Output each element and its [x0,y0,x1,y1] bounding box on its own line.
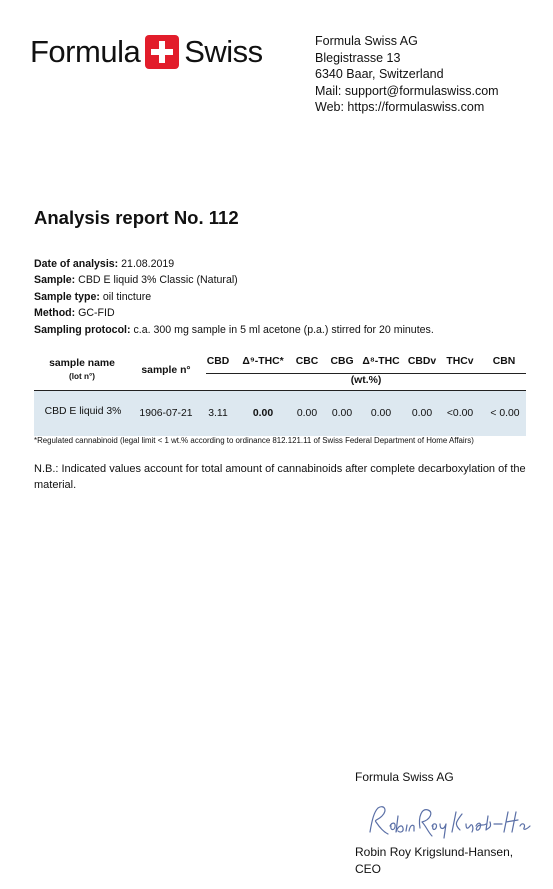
field-method [34,305,434,321]
field-sample [34,272,434,288]
col-header-sample-name: sample name [49,358,115,369]
decarboxylation-note: N.B.: Indicated values account for total amount of cannabinoids after complete decarboxylation of the material. [34,463,526,492]
cell-d9-thc: 0.00 [252,408,274,419]
col-header-d9-thc: Δ⁹-THC* [242,356,284,367]
cell-thcv: <0.00 [446,408,474,419]
company-logo [30,33,263,71]
col-header-cbdv: CBDv [407,356,437,367]
header-rule [206,373,526,374]
cell-cbc: 0.00 [296,408,318,419]
address-city: 6340 Baar, Switzerland [315,67,444,82]
field-value: 21.08.2019 [121,258,175,270]
field-date [34,256,434,272]
field-label: Method: [34,307,76,320]
cell-cbg: 0.00 [331,408,353,419]
col-header-thcv: THCv [446,356,474,367]
unit-label: (wt.%) [350,375,382,386]
field-label: Date of analysis: [34,258,119,270]
field-sample-type [34,289,434,305]
signer-block [355,844,513,877]
report-details [34,256,434,338]
cell-cbdv: 0.00 [411,408,433,419]
results-table [34,354,526,436]
cell-sample-name: CBD E liquid 3% [44,406,122,417]
col-header-cbn: CBN [492,356,516,367]
address-street: Blegistrasse 13 [315,50,401,65]
report-title: Analysis report No. 112 [34,207,239,228]
logo-word-right: Swiss [184,34,263,69]
col-header-lot: (lot n°) [68,372,95,381]
field-value: oil tincture [102,290,152,303]
field-protocol [34,322,434,338]
address-company: Formula Swiss AG [315,34,418,48]
field-value: GC-FID [78,307,115,320]
header-divider [34,390,526,391]
field-label: Sample type: [34,290,100,303]
col-header-cbd: CBD [206,356,230,367]
signer-name: Robin Roy Krigslund-Hansen, [355,845,514,859]
cell-d8-thc: 0.00 [370,408,392,419]
signoff-company: Formula Swiss AG [355,770,454,784]
col-header-cbg: CBG [330,356,354,367]
address-web: Web: https://formulaswiss.com [315,100,485,115]
field-label: Sample: [34,274,76,287]
footnote: *Regulated cannabinoid (legal limit < 1 wt.% according to ordinance 812.121.11 of Swiss Federal Department of Home Affairs) [34,436,474,445]
address-mail: Mail: support@formulaswiss.com [315,83,499,98]
col-header-cbc: CBC [295,356,319,367]
swiss-cross-icon [145,35,179,69]
field-value: CBD E liquid 3% Classic (Natural) [78,274,238,287]
cell-cbd: 3.11 [208,408,228,419]
logo-word-left: Formula [30,34,141,69]
signer-role: CEO [355,861,382,876]
signature-image [362,802,532,840]
cell-sample-no: 1906-07-21 [139,408,193,419]
cell-cbn: < 0.00 [490,408,520,419]
company-address [315,33,499,116]
field-label: Sampling protocol: [34,323,131,336]
field-value: c.a. 300 mg sample in 5 ml acetone (p.a.) stirred for 20 minutes. [133,323,434,336]
col-header-sample-no: sample n° [141,365,191,376]
col-header-d8-thc: Δ⁸-THC [362,356,400,367]
